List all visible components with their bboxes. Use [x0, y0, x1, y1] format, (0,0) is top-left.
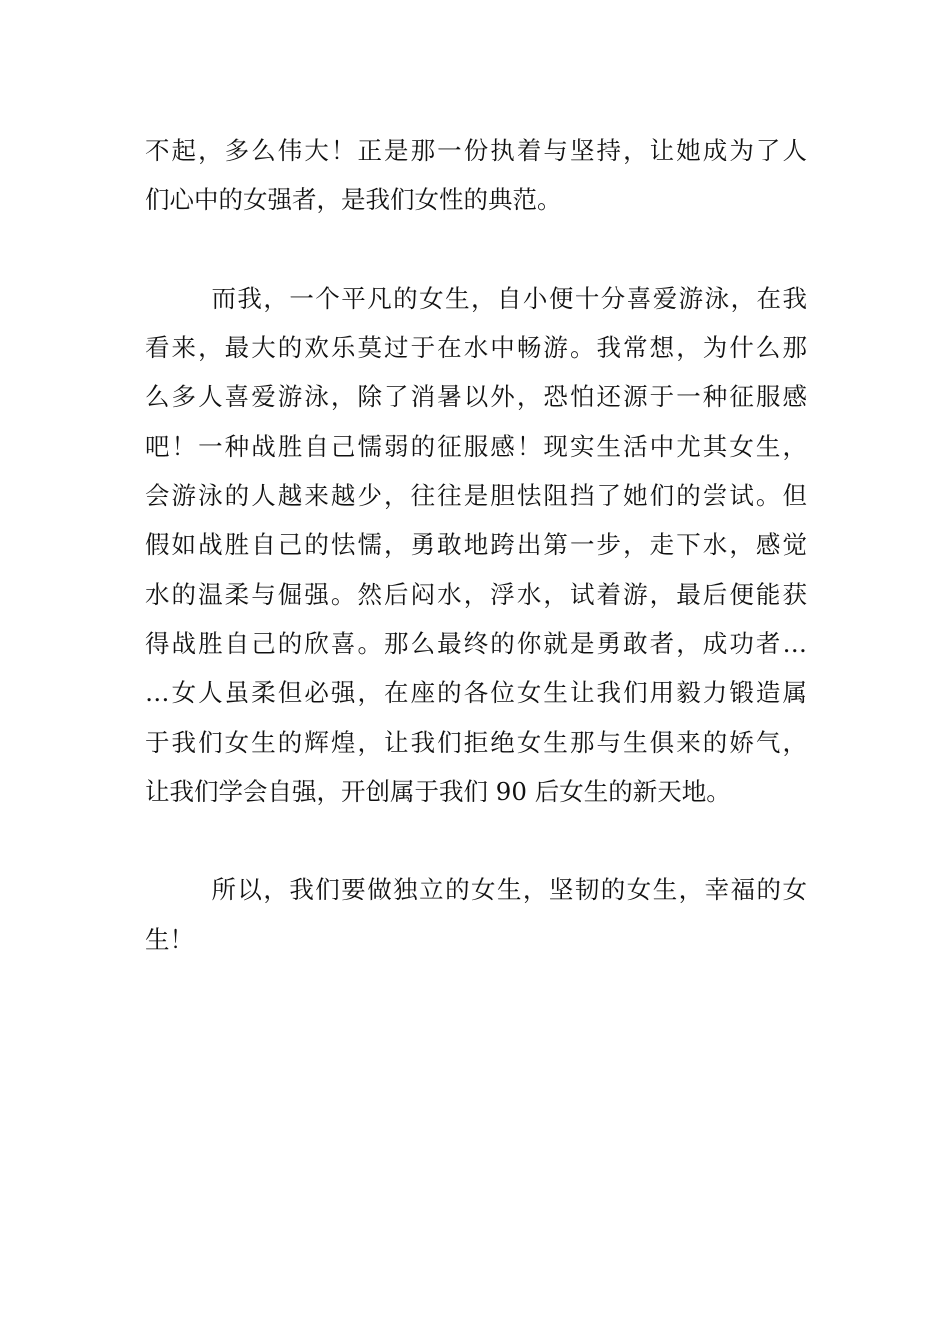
paragraph-line: 得战胜自己的欣喜。那么最终的你就是勇敢者，成功者… [145, 628, 807, 658]
paragraph-line: 让我们学会自强，开创属于我们 90 后女生的新天地。 [145, 776, 731, 806]
document-body [145, 126, 807, 964]
paragraph-line: 于我们女生的辉煌，让我们拒绝女生那与生俱来的娇气， [145, 727, 807, 757]
paragraph-line: 看来，最大的欢乐莫过于在水中畅游。我常想，为什么那 [145, 333, 807, 363]
paragraph-line-indented [145, 865, 807, 914]
paragraph-line: 们心中的女强者，是我们女性的典范。 [145, 185, 562, 215]
paragraph-line: 生！ [145, 924, 194, 954]
paragraph-line: 水的温柔与倔强。然后闷水，浮水，试着游，最后便能获 [145, 579, 807, 609]
paragraph-line: 吧！一种战胜自己懦弱的征服感！现实生活中尤其女生， [145, 431, 807, 461]
paragraph-line: 会游泳的人越来越少，往往是胆怯阻挡了她们的尝试。但 [145, 481, 807, 511]
paragraph-line-text: 所以，我们要做独立的女生，坚韧的女生，幸福的女 [210, 875, 807, 905]
paragraph-line: 假如战胜自己的怯懦，勇敢地跨出第一步，走下水，感觉 [145, 530, 807, 560]
paragraph-line: 不起，多么伟大！正是那一份执着与坚持，让她成为了人 [145, 136, 807, 165]
paragraph-line: 么多人喜爱游泳，除了消暑以外，恐怕还源于一种征服感 [145, 382, 807, 412]
paragraph-3 [145, 865, 807, 964]
paragraph-line: …女人虽柔但必强，在座的各位女生让我们用毅力锻造属 [145, 678, 807, 708]
paragraph-line-text: 而我，一个平凡的女生，自小便十分喜爱游泳，在我 [210, 283, 807, 313]
paragraph-spacer [145, 816, 807, 865]
paragraph-1 [145, 126, 807, 225]
paragraph-spacer [145, 225, 807, 274]
paragraph-line-indented [145, 274, 807, 323]
paragraph-2 [145, 274, 807, 816]
